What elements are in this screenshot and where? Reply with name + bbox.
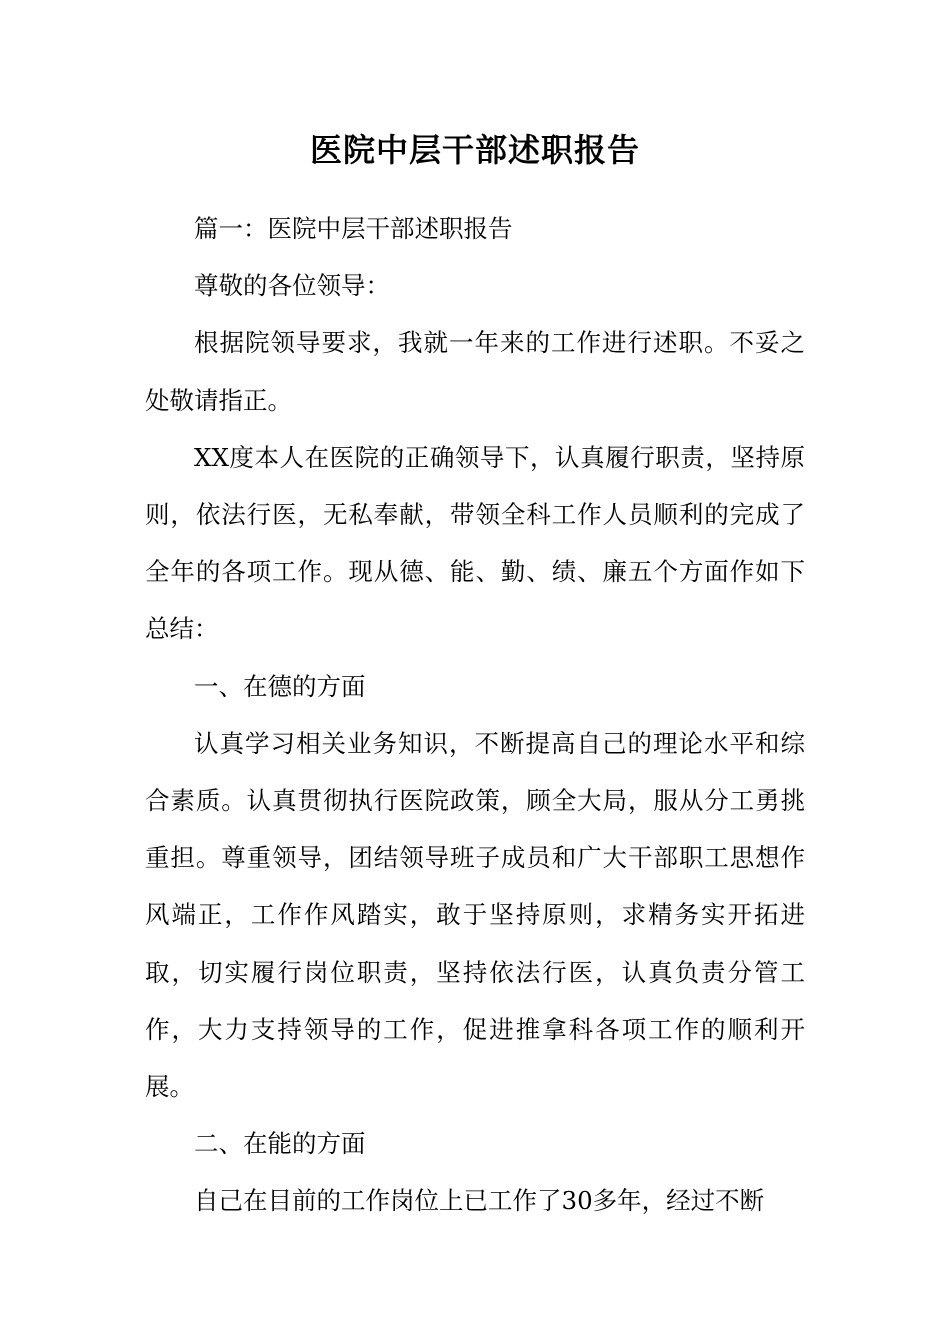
document-body bbox=[145, 200, 805, 1230]
morality-paragraph: 认真学习相关业务知识，不断提高自己的理论水平和综合素质。认真贯彻执行医院政策，顾全大局，服从分工勇挑重担。尊重领导，团结领导班子成员和广大干部职工思想作风端正，工作作风踏实，敢于坚持原则，求精务实开拓进取，切实履行岗位职责，坚持依法行医，认真负责分管工作，大力支持领导的工作，促进推拿科各项工作的顺利开展。 bbox=[145, 728, 805, 1102]
ability-paragraph: 自己在目前的工作岗位上已工作了30多年，经过不断 bbox=[194, 1186, 765, 1216]
section-heading-morality: 一、在德的方面 bbox=[194, 671, 366, 701]
summary-paragraph: XX度本人在医院的正确领导下，认真履行职责，坚持原则，依法行医，无私奉献，带领全科工作人员顺利的完成了全年的各项工作。现从德、能、勤、绩、廉五个方面作如下总结： bbox=[145, 442, 805, 644]
section-heading-ability: 二、在能的方面 bbox=[194, 1129, 366, 1159]
intro-paragraph: 根据院领导要求，我就一年来的工作进行述职。不妥之处敬请指正。 bbox=[145, 328, 805, 415]
section-heading-part-one: 篇一：医院中层干部述职报告 bbox=[194, 214, 513, 243]
salutation: 尊敬的各位领导： bbox=[194, 271, 390, 301]
document-title: 医院中层干部述职报告 bbox=[309, 131, 640, 169]
